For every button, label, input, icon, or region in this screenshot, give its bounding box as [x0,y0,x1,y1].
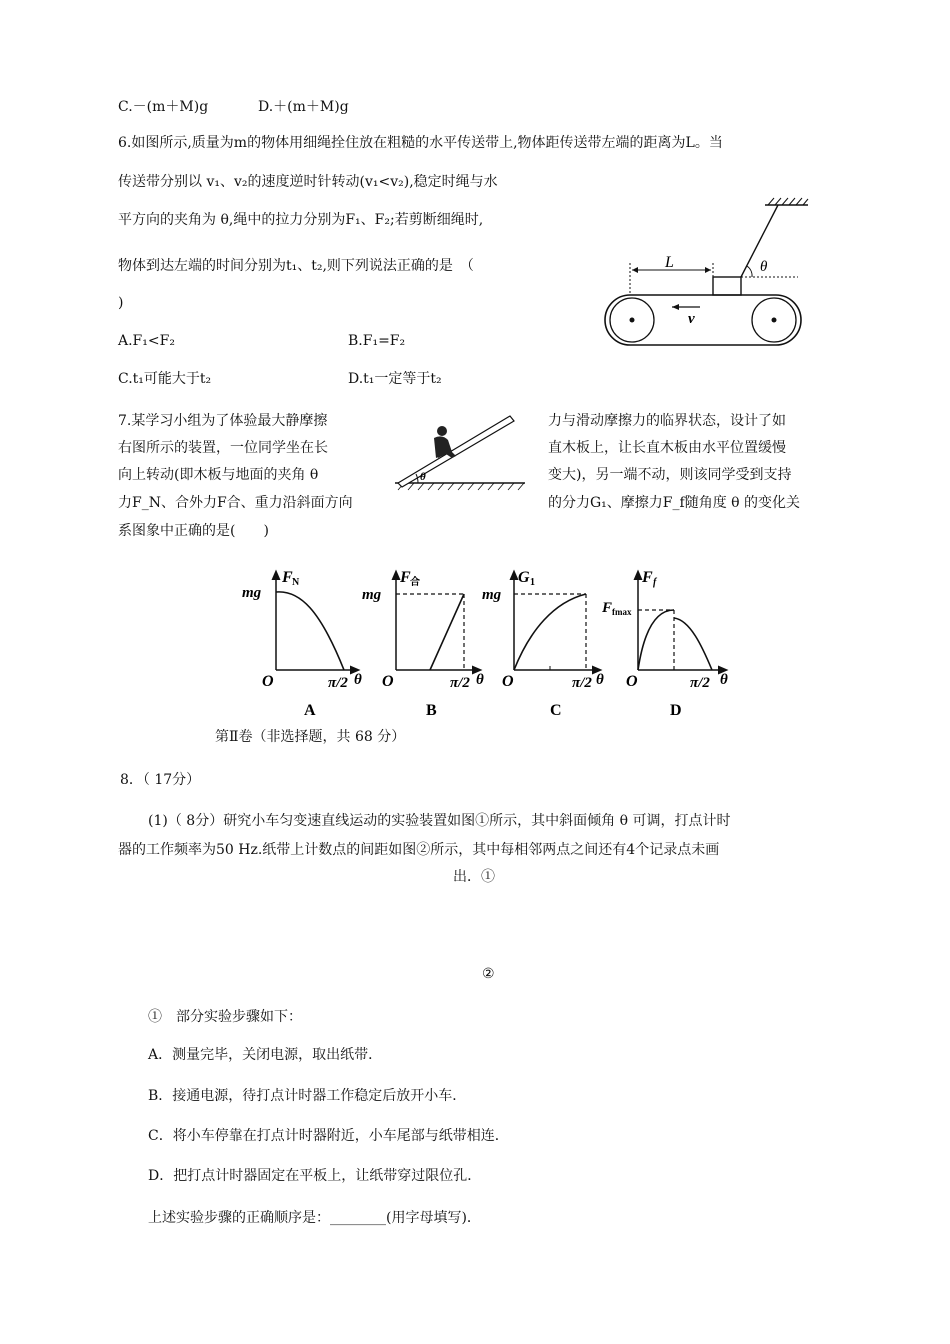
q8-heading: 8．（ 17分） [120,772,201,788]
graph-b-ytick: mg [362,587,382,603]
q7-line2-left: 右图所示的装置，一位同学坐在长 [118,440,328,456]
q6-line3: 平方向的夹角为 θ,绳中的拉力分别为F₁、F₂;若剪断细绳时, [118,212,484,228]
q7-line2-right: 直木板上，让长直木板由水平位置缓慢 [548,440,786,456]
q7-line5: 系图象中正确的是( ) [118,523,269,539]
conveyor-belt-figure [600,195,810,355]
q6-option-b: B.F₁=F₂ [348,333,406,349]
q5-option-d: D.＋(m＋M)g [258,99,349,115]
q5-option-c: C.－(m＋M)g [118,99,209,115]
q7-line4-right: 的分力G₁、摩擦力F_f随角度 θ 的变化关 [548,495,801,511]
graph-d-ytick-sub: fmax [612,607,632,617]
graph-a-origin: O [262,673,274,690]
q8-paragraph-line1: (1)（ 8分）研究小车匀变速直线运动的实验装置如图①所示，其中斜面倾角 θ 可调，打点计时 [148,813,731,829]
graph-b-origin: O [382,673,394,690]
q8-figure-2-label: ② [482,966,495,982]
graph-c-ylabel: G [518,569,530,586]
q8-paragraph-line3: 出．① [453,869,495,885]
q7-line3-left: 向上转动(即木板与地面的夹角 θ [118,467,319,483]
q6-line1: 6.如图所示,质量为m的物体用细绳拴住放在粗糙的水平传送带上,物体距传送带左端的距离为L。当 [118,135,723,151]
q8-order-question: 上述实验步骤的正确顺序是：________(用字母填写)． [148,1210,481,1226]
graph-b-caption: B [426,702,437,719]
graph-d-ytick: F [602,600,613,616]
q7-graphs [220,560,760,722]
graph-b-ylabel: F [400,569,411,586]
q8-step-b: B．接通电源，待打点计时器工作稳定后放开小车． [148,1088,467,1104]
graph-c-xtick: π/2 [572,675,592,691]
q6-option-a: A.F₁<F₂ [118,333,175,349]
inclined-board-figure [390,408,530,493]
graph-a-xlabel: θ [354,672,362,688]
q8-step-d: D．把打点计时器固定在平板上，让纸带穿过限位孔． [148,1168,482,1184]
graph-b-xtick: π/2 [450,675,470,691]
q6-option-d: D.t₁一定等于t₂ [348,371,442,387]
q8-paragraph-line2: 器的工作频率为50 Hz.纸带上计数点的间距如图②所示，其中每相邻两点之间还有4个记录点未画 [118,842,720,858]
graph-d [601,569,728,719]
figure-v-label: v [688,311,695,327]
graph-c [482,569,604,719]
graph-a-xtick: π/2 [328,675,348,691]
q6-option-c: C.t₁可能大于t₂ [118,371,212,387]
graph-a [242,569,362,719]
figure-theta-label: θ [760,259,768,275]
graph-c-ytick: mg [482,587,502,603]
graph-d-origin: O [626,673,638,690]
graph-a-ylabel: F [282,569,293,586]
graph-b-ysub: 合 [410,577,420,588]
graph-d-xtick: π/2 [690,675,710,691]
q7-line3-right: 变大)，另一端不动，则该同学受到支持 [548,467,792,483]
graph-c-caption: C [550,702,562,719]
q7-line1-right: 力与滑动摩擦力的临界状态，设计了如 [548,413,786,429]
graph-b [362,569,484,719]
q6-line5: ) [118,295,124,311]
graph-d-xlabel: θ [720,672,728,688]
graph-b-xlabel: θ [476,672,484,688]
q7-line4-left: 力F_N、合外力F合、重力沿斜面方向 [118,495,353,511]
graph-a-ysub: N [292,577,300,588]
q8-step-c: C．将小车停靠在打点计时器附近，小车尾部与纸带相连． [148,1128,509,1144]
graph-a-ytick: mg [242,585,262,601]
graph-d-ysub: f [653,577,657,588]
figure-l-label: L [665,254,674,271]
q8-step-a: A．测量完毕，关闭电源，取出纸带． [148,1047,383,1063]
section-2-title: 第Ⅱ卷（非选择题，共 68 分） [215,729,406,745]
graph-d-ylabel: F [642,569,653,586]
graph-c-ysub: 1 [530,577,535,588]
graph-c-xlabel: θ [596,672,604,688]
q6-line4: 物体到达左端的时间分别为t₁、t₂,则下列说法正确的是 （ [118,258,474,274]
q7-line1-left: 7.某学习小组为了体验最大静摩擦 [118,413,328,429]
graph-d-caption: D [670,702,682,719]
board-theta-label: θ [420,471,426,483]
graph-a-caption: A [304,702,316,719]
graph-c-origin: O [502,673,514,690]
q8-steps-heading: ① 部分实验步骤如下： [148,1009,302,1025]
q6-line2: 传送带分别以 v₁、v₂的速度逆时针转动(v₁<v₂),稳定时绳与水 [118,174,498,190]
